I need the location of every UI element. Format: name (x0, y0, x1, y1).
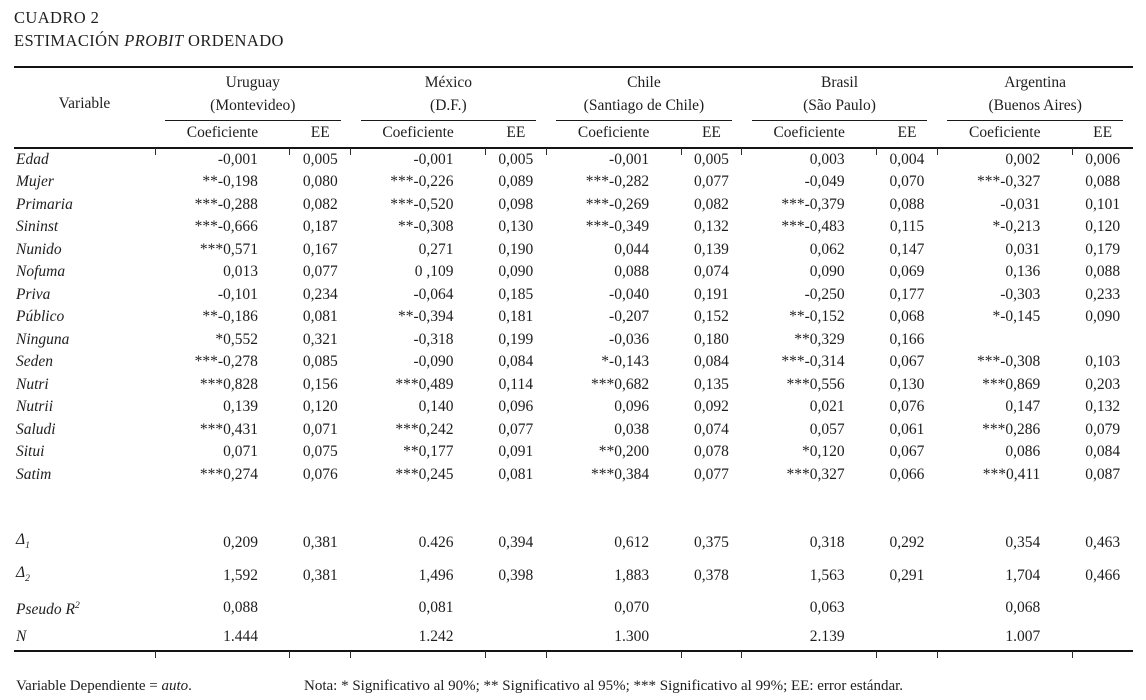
coef-cell: -0,207 (609, 308, 650, 326)
coef-cell: -0,001 (609, 150, 650, 168)
table-row (14, 216, 1133, 239)
row-label (14, 306, 155, 329)
coef-cell: ***-0,379 (781, 195, 845, 213)
table-body (14, 148, 1133, 652)
table-row (14, 441, 1133, 464)
table-row (14, 623, 1133, 651)
ee-cell: 0,203 (1085, 375, 1121, 393)
ee-cell: 0,191 (693, 285, 729, 303)
spacer-row (14, 486, 1133, 526)
row-label (14, 329, 155, 352)
row-label (14, 148, 155, 172)
coef-cell: **-0,308 (397, 218, 454, 236)
coef-cell: 0,031 (1005, 240, 1041, 258)
coef-cell: **0,200 (598, 443, 650, 461)
ee-cell (486, 592, 547, 623)
table-row (14, 329, 1133, 352)
ee-cell: 0,177 (889, 285, 925, 303)
table-title (14, 7, 1133, 53)
ee-cell: 0,081 (498, 465, 534, 483)
coef-cell: **0,177 (403, 443, 454, 461)
variable-column-header: Variable (14, 67, 155, 148)
coef-cell: 0,147 (1005, 398, 1041, 416)
row-label (14, 559, 155, 592)
coef-cell: 0,139 (223, 398, 258, 416)
ee-cell: 0,132 (1085, 398, 1121, 416)
ee-cell: 0,187 (302, 218, 338, 236)
row-label-text: Saludi (16, 420, 56, 438)
ee-cell: 0,378 (693, 567, 729, 585)
ee-cell: 0,156 (302, 375, 338, 393)
coef-cell: 0,038 (614, 420, 650, 438)
ee-cell: 0,147 (889, 240, 925, 258)
row-label (14, 261, 155, 284)
ee-cell: 0,120 (1085, 218, 1121, 236)
coef-cell: 1.444 (155, 623, 290, 651)
ee-cell: 0,082 (302, 195, 338, 213)
ee-header: EE (681, 121, 742, 148)
ee-cell: 0,463 (1085, 534, 1121, 552)
coef-cell: ***0,682 (590, 375, 650, 393)
ee-cell: 0,077 (693, 465, 729, 483)
row-label-text: Priva (16, 285, 51, 303)
ee-cell: 0,130 (498, 218, 534, 236)
ee-cell: 0,088 (1085, 263, 1121, 281)
coef-cell: 0,068 (1005, 599, 1041, 617)
table-head (14, 67, 1133, 148)
dependent-pre: Variable Dependiente = (16, 678, 162, 695)
ee-cell: 0,321 (302, 330, 338, 348)
row-label (14, 464, 155, 487)
ee-cell: 0,115 (889, 218, 925, 236)
ee-cell: 0,084 (693, 353, 729, 371)
coef-cell: 0,136 (1005, 263, 1041, 281)
ee-cell: 0,074 (693, 263, 729, 281)
coef-cell: 0,063 (809, 599, 845, 617)
coef-cell: **-0,152 (789, 308, 845, 326)
ee-cell (1072, 329, 1133, 352)
ee-cell: 0,089 (498, 173, 534, 191)
country-header-mexico: México (351, 67, 547, 95)
row-label-text: Mujer (16, 173, 54, 191)
ee-cell: 0,066 (889, 465, 925, 483)
coef-cell: ***0,245 (395, 465, 454, 483)
coef-cell: *-0,143 (601, 353, 650, 371)
coef-cell: *0,120 (802, 443, 845, 461)
coef-cell: 0,318 (809, 534, 845, 552)
coef-cell: 1,883 (614, 567, 650, 585)
coef-cell: 0,271 (418, 240, 454, 258)
ee-cell: 0,179 (1085, 240, 1121, 258)
ee-cell: 0,077 (498, 420, 534, 438)
coef-cell: ***0,286 (982, 420, 1041, 438)
row-label (14, 623, 155, 651)
coef-cell: **-0,394 (397, 308, 454, 326)
ee-cell: 0,234 (302, 285, 338, 303)
coef-cell: 1,496 (418, 567, 454, 585)
ee-cell: 0,292 (889, 534, 925, 552)
table-row (14, 194, 1133, 217)
row-label-text: Sininst (16, 218, 59, 236)
coef-cell: 0,612 (614, 534, 650, 552)
table-row (14, 374, 1133, 397)
coef-cell: -0,001 (217, 150, 258, 168)
coef-cell: ***-0,666 (194, 218, 258, 236)
table-row (14, 559, 1133, 592)
coef-cell: ***-0,269 (585, 195, 650, 213)
coef-cell: **-0,198 (202, 173, 258, 191)
coef-cell: 0,081 (418, 599, 454, 617)
coef-cell: ***0,571 (199, 240, 258, 258)
coef-cell: ***0,384 (590, 465, 650, 483)
coef-cell: 1,704 (1005, 567, 1041, 585)
ee-cell: 0,101 (1085, 195, 1121, 213)
row-label-text: Pseudo R (16, 601, 75, 619)
ee-cell: 0,114 (498, 375, 533, 393)
ee-cell: 0,084 (1085, 443, 1121, 461)
row-label-superscript: 2 (74, 600, 80, 612)
ee-cell (877, 623, 938, 651)
ee-cell: 0,076 (302, 465, 338, 483)
row-label-text: Ninguna (16, 330, 70, 348)
row-label-text: N (16, 628, 27, 646)
ee-cell: 0,130 (889, 375, 925, 393)
coef-cell: 0.426 (418, 534, 454, 552)
coef-cell: -0,049 (804, 173, 845, 191)
coef-cell: -0,036 (609, 330, 650, 348)
coef-cell: 0,057 (809, 420, 845, 438)
coef-cell: 0,086 (1005, 443, 1041, 461)
subtitle-pre: ESTIMACIÓN (14, 30, 125, 50)
row-label-text: Δ (16, 531, 26, 549)
table-row (14, 284, 1133, 307)
ee-header: EE (877, 121, 938, 148)
ee-cell: 0,061 (889, 420, 925, 438)
ee-cell: 0,381 (302, 534, 338, 552)
city-header-saopaulo (742, 95, 938, 121)
ee-cell (290, 623, 351, 651)
coef-cell: -0,040 (609, 285, 650, 303)
country-header-chile: Chile (546, 67, 742, 95)
coef-cell: 0,071 (223, 443, 258, 461)
ee-cell: 0,096 (498, 398, 534, 416)
coef-cell: 1.300 (546, 623, 681, 651)
ee-cell: 0,088 (889, 195, 925, 213)
coeficiente-header: Coeficiente (155, 121, 290, 148)
ee-cell: 0,068 (889, 308, 925, 326)
coef-cell: *0,552 (215, 330, 258, 348)
row-label-text: Δ (16, 564, 26, 582)
ee-cell (1072, 592, 1133, 623)
coef-cell: -0,318 (413, 330, 454, 348)
table-row (14, 351, 1133, 374)
row-label-text: Edad (16, 150, 49, 168)
coef-cell: *-0,145 (992, 308, 1041, 326)
ee-cell: 0,070 (889, 173, 925, 191)
row-label-text: Nutri (16, 375, 49, 393)
coef-cell: -0,090 (413, 353, 454, 371)
coef-cell: 0,088 (223, 599, 258, 617)
table-row (14, 419, 1133, 442)
city-header-santiago (546, 95, 742, 121)
coef-cell: 0 ,109 (414, 263, 454, 281)
ee-cell: 0,084 (498, 353, 534, 371)
ee-cell: 0,091 (498, 443, 534, 461)
country-header-row (14, 67, 1133, 95)
ee-cell: 0,139 (693, 240, 729, 258)
subtitle-post: ORDENADO (183, 30, 284, 50)
ee-cell: 0,185 (498, 285, 534, 303)
ee-cell: 0,291 (889, 567, 925, 585)
coef-cell: **-0,186 (202, 308, 258, 326)
ee-cell: 0,067 (889, 353, 925, 371)
coeficiente-header: Coeficiente (937, 121, 1072, 148)
ee-cell: 0,132 (693, 218, 729, 236)
table-row (14, 148, 1133, 172)
row-label (14, 171, 155, 194)
coef-cell: ***-0,483 (781, 218, 845, 236)
ee-cell: 0,199 (498, 330, 534, 348)
ee-cell: 0,005 (498, 150, 534, 168)
dependent-variable-name: auto (161, 678, 189, 695)
coef-cell: -0,303 (1000, 285, 1041, 303)
table-row (14, 592, 1133, 623)
row-label-text: Nofuma (16, 263, 66, 281)
coef-cell: -0,101 (217, 285, 258, 303)
coef-cell: 0,003 (809, 150, 845, 168)
table-row (14, 396, 1133, 419)
coef-cell: 0,354 (1005, 534, 1041, 552)
ee-cell: 0,090 (498, 263, 534, 281)
coef-cell: 0,013 (223, 263, 258, 281)
subtitle-probit: PROBIT (124, 30, 184, 50)
city-label: (Montevideo) (165, 95, 341, 121)
coef-cell: ***-0,282 (585, 173, 650, 191)
ee-cell: 0,088 (1085, 173, 1121, 191)
table-row (14, 261, 1133, 284)
coef-cell: -0,031 (1000, 195, 1041, 213)
table-row (14, 171, 1133, 194)
row-label-text: Nutrii (16, 398, 54, 416)
ee-cell: 0,098 (498, 195, 534, 213)
coef-cell: ***0,274 (199, 465, 258, 483)
coef-cell: 0,021 (809, 398, 845, 416)
coef-cell: 1.007 (937, 623, 1072, 651)
coef-cell: -0,250 (804, 285, 845, 303)
ee-cell: 0,006 (1085, 150, 1121, 168)
coef-cell: 0,044 (614, 240, 650, 258)
ee-cell: 0,120 (302, 398, 338, 416)
table-number: CUADRO 2 (14, 8, 100, 27)
coef-cell: 0,062 (809, 240, 845, 258)
ee-header: EE (1072, 121, 1133, 148)
city-header-buenosaires (937, 95, 1133, 121)
ee-cell: 0,398 (498, 567, 534, 585)
city-label: (D.F.) (361, 95, 537, 121)
coeficiente-header: Coeficiente (742, 121, 877, 148)
coef-cell: ***-0,278 (194, 353, 258, 371)
significance-note: Nota: * Significativo al 90%; ** Significativo al 95%; *** Significativo al 99%; EE: error estándar. (304, 678, 904, 695)
coef-cell: ***0,411 (982, 465, 1041, 483)
row-label-text: Seden (16, 353, 54, 371)
coef-cell: ***0,828 (199, 375, 258, 393)
coef-cell: -0,001 (413, 150, 454, 168)
ee-header: EE (486, 121, 547, 148)
coeficiente-header: Coeficiente (546, 121, 681, 148)
row-label (14, 592, 155, 623)
city-header-row (14, 95, 1133, 121)
row-label (14, 419, 155, 442)
coef-cell: ***0,556 (786, 375, 845, 393)
row-label (14, 441, 155, 464)
coef-cell: **0,329 (794, 330, 845, 348)
coef-cell: ***0,431 (199, 420, 258, 438)
row-label-text: Público (16, 308, 65, 326)
ee-cell: 0,233 (1085, 285, 1121, 303)
row-label-text: Situi (16, 443, 45, 461)
ee-cell (1072, 623, 1133, 651)
row-label-text: Satim (16, 465, 52, 483)
row-label-subscript: 1 (25, 540, 30, 552)
ee-cell (681, 592, 742, 623)
row-label (14, 526, 155, 559)
coef-cell: 0,090 (809, 263, 845, 281)
ee-cell: 0,081 (302, 308, 338, 326)
coef-cell: -0,064 (413, 285, 454, 303)
table-row (14, 526, 1133, 559)
city-header-montevideo (155, 95, 351, 121)
country-header-brasil: Brasil (742, 67, 938, 95)
row-label (14, 284, 155, 307)
ee-cell: 0,190 (498, 240, 534, 258)
coef-cell: ***-0,327 (976, 173, 1041, 191)
ee-cell: 0,069 (889, 263, 925, 281)
ee-cell: 0,071 (302, 420, 338, 438)
ee-cell: 0,004 (889, 150, 925, 168)
coef-cell: 0,209 (223, 534, 258, 552)
row-label (14, 396, 155, 419)
coef-cell: ***0,489 (395, 375, 454, 393)
table-row (14, 306, 1133, 329)
ee-cell: 0,077 (302, 263, 338, 281)
ee-cell: 0,079 (1085, 420, 1121, 438)
ee-cell: 0,103 (1085, 353, 1121, 371)
coef-cell: ***-0,349 (585, 218, 650, 236)
city-label: (Santiago de Chile) (556, 95, 732, 121)
ee-cell: 0,466 (1085, 567, 1121, 585)
coef-cell: 0,140 (418, 398, 454, 416)
coef-cell: ***-0,288 (194, 195, 258, 213)
coef-cell: 0,070 (614, 599, 650, 617)
table-subtitle (14, 30, 1133, 53)
coef-cell: 1,592 (223, 567, 258, 585)
row-label (14, 239, 155, 262)
row-label (14, 374, 155, 397)
ee-cell (290, 592, 351, 623)
row-label-subscript: 2 (25, 573, 30, 585)
city-label: (Buenos Aires) (947, 95, 1123, 121)
coef-cell: 1,563 (809, 567, 845, 585)
table-row (14, 239, 1133, 262)
coef-cell: ***0,869 (982, 375, 1041, 393)
ee-cell (877, 592, 938, 623)
coef-cell: *-0,213 (992, 218, 1041, 236)
row-label (14, 194, 155, 217)
ee-cell: 0,135 (693, 375, 729, 393)
subheader-row (14, 121, 1133, 148)
ee-cell: 0,067 (889, 443, 925, 461)
ee-cell: 0,381 (302, 567, 338, 585)
ee-cell: 0,005 (302, 150, 338, 168)
ee-cell: 0,152 (693, 308, 729, 326)
row-label-text: Nunido (16, 240, 62, 258)
ee-cell: 0,375 (693, 534, 729, 552)
city-header-df (351, 95, 547, 121)
ee-cell: 0,181 (498, 308, 534, 326)
coef-cell: 0,002 (1005, 150, 1041, 168)
ee-header: EE (290, 121, 351, 148)
probit-estimation-table (14, 66, 1133, 653)
ee-cell: 0,077 (693, 173, 729, 191)
ee-cell (681, 623, 742, 651)
row-label (14, 216, 155, 239)
coef-cell: 0,088 (614, 263, 650, 281)
dependent-post: . (188, 678, 192, 695)
ee-cell: 0,166 (889, 330, 925, 348)
ee-cell: 0,078 (693, 443, 729, 461)
ee-cell: 0,085 (302, 353, 338, 371)
coeficiente-header: Coeficiente (351, 121, 486, 148)
coef-cell: ***-0,520 (390, 195, 454, 213)
ee-cell: 0,092 (693, 398, 729, 416)
coef-cell: ***0,242 (395, 420, 454, 438)
coef-cell: ***0,327 (786, 465, 845, 483)
row-label-text: Primaria (16, 195, 73, 213)
ee-cell: 0,082 (693, 195, 729, 213)
coef-cell: 0,096 (614, 398, 650, 416)
table-footnote (14, 678, 1133, 695)
ee-cell: 0,075 (302, 443, 338, 461)
country-header-uruguay: Uruguay (155, 67, 351, 95)
row-label (14, 351, 155, 374)
ee-cell: 0,180 (693, 330, 729, 348)
ee-cell: 0,080 (302, 173, 338, 191)
city-label: (São Paulo) (752, 95, 928, 121)
dependent-variable-note (16, 678, 304, 695)
coef-cell: 1.242 (351, 623, 486, 651)
ee-cell: 0,074 (693, 420, 729, 438)
ee-cell: 0,394 (498, 534, 534, 552)
coef-cell: ***-0,226 (390, 173, 454, 191)
ee-cell (486, 623, 547, 651)
coef-cell: ***-0,314 (781, 353, 845, 371)
ee-cell: 0,090 (1085, 308, 1121, 326)
ee-cell: 0,076 (889, 398, 925, 416)
coef-cell: ***-0,308 (976, 353, 1041, 371)
coef-cell (937, 329, 1072, 352)
table-row (14, 464, 1133, 487)
ee-cell: 0,167 (302, 240, 338, 258)
country-header-argentina: Argentina (937, 67, 1133, 95)
coef-cell: 2.139 (742, 623, 877, 651)
ee-cell: 0,005 (693, 150, 729, 168)
ee-cell: 0,087 (1085, 465, 1121, 483)
